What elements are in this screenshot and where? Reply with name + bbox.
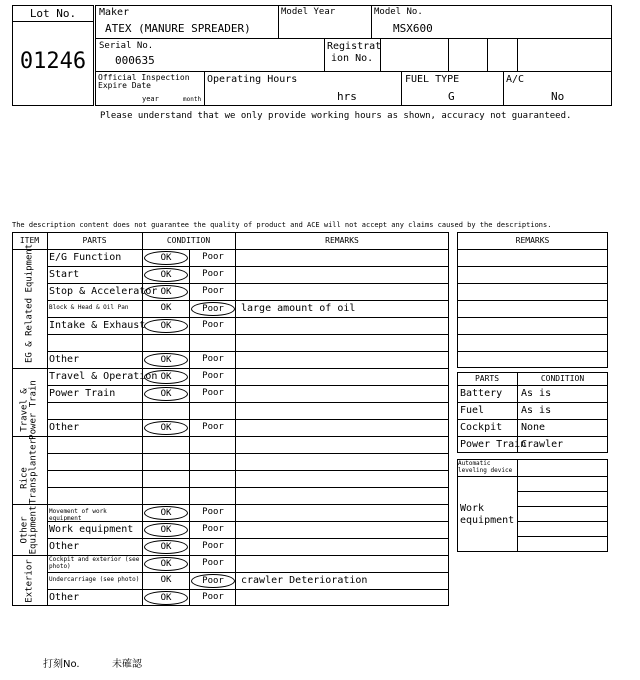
fuel-type-value: G [448, 90, 455, 103]
serial-value: 000635 [115, 54, 155, 67]
ok-selected-mark: OK [144, 591, 188, 605]
lot-no-value: 01246 [19, 49, 87, 74]
row-separator [47, 453, 449, 454]
right-parts-header: PARTS [474, 374, 500, 383]
poor-option: Poor [202, 507, 224, 517]
inspection-label-line1: Official Inspection [98, 73, 190, 82]
part-label: Power Train [49, 388, 116, 399]
hours-notice: Please understand that we only provide working hours as shown, accuracy not guaranteed. [100, 111, 572, 121]
poor-option: Poor [202, 558, 224, 568]
row-separator [47, 266, 449, 267]
row-separator [47, 334, 449, 335]
ok-selected-mark: OK [144, 370, 188, 384]
stamp-no-label: 打刻No. [43, 659, 80, 670]
group-label-rice: Rice Transplanter [19, 438, 39, 504]
operating-hours-label: Operating Hours [207, 74, 298, 85]
row-separator [47, 385, 449, 386]
model-no-value: MSX600 [393, 22, 433, 35]
poor-option: Poor [202, 388, 224, 398]
poor-option: Poor [202, 592, 224, 602]
ok-selected-mark: OK [144, 506, 188, 520]
row-separator [47, 521, 449, 522]
poor-option: Poor [202, 422, 224, 432]
poor-option: Poor [202, 371, 224, 381]
right-part-fuel: Fuel [460, 405, 485, 416]
remark-text: large amount of oil [241, 303, 356, 314]
part-label: Block & Head & Oil Pan [49, 304, 129, 311]
row-separator [47, 589, 449, 590]
part-label: Stop & Accelerator [49, 286, 158, 297]
work-equipment-label: Work equipment [460, 503, 515, 526]
part-label: Movement of work equipment [49, 508, 107, 522]
right-condition-cockpit: None [521, 422, 546, 433]
part-label: Other [49, 422, 80, 433]
serial-label: Serial No. [99, 41, 154, 51]
month-label: month [183, 96, 202, 103]
part-label: Cockpit and exterior (see photo) [49, 556, 140, 570]
right-condition-battery: As is [521, 388, 552, 399]
right-condition-power-train: Crawler [521, 439, 564, 450]
fuel-type-label: FUEL TYPE [405, 74, 460, 85]
ac-value: No [551, 90, 565, 103]
ok-selected-mark: OK [144, 421, 188, 435]
year-label: year [142, 95, 159, 103]
model-year-label: Model Year [281, 7, 336, 17]
right-part-power-train: Power Train [460, 439, 527, 450]
part-label: Other [49, 354, 80, 365]
ok-selected-mark: OK [144, 523, 188, 537]
group-label-exterior: Exterior [24, 559, 35, 603]
description-notice: The description content does not guarantee the quality of product and ACE will not accept any claims caused by the descriptions. [12, 221, 552, 229]
ok-option: OK [160, 303, 172, 313]
poor-selected-mark: Poor [191, 302, 235, 316]
ok-option: OK [160, 575, 172, 585]
hours-unit: hrs [337, 90, 357, 103]
ok-selected-mark: OK [144, 353, 188, 367]
row-separator [47, 487, 449, 488]
row-separator [47, 283, 449, 284]
stamp-no-value: 未確認 [112, 659, 142, 670]
item-header: ITEM [19, 236, 40, 245]
poor-option: Poor [202, 269, 224, 279]
row-separator [47, 351, 449, 352]
ac-label: A/C [506, 74, 525, 85]
right-part-cockpit: Cockpit [460, 422, 503, 433]
poor-option: Poor [202, 252, 224, 262]
poor-option: Poor [202, 286, 224, 296]
row-separator [47, 419, 449, 420]
poor-selected-mark: Poor [191, 574, 235, 588]
ok-selected-mark: OK [144, 557, 188, 571]
ok-selected-mark: OK [144, 285, 188, 299]
group-label-other-equipment: Other Equipment [19, 505, 39, 555]
right-part-battery: Battery [460, 388, 503, 399]
maker-value: ATEX (MANURE SPREADER) [105, 22, 251, 35]
poor-option: Poor [202, 541, 224, 551]
poor-option: Poor [202, 354, 224, 364]
row-separator [47, 402, 449, 403]
registration-label-line2: ion No. [331, 53, 374, 64]
row-separator [47, 300, 449, 301]
part-label: Other [49, 541, 80, 552]
right-condition-fuel: As is [521, 405, 552, 416]
part-label: Travel & Operation [49, 371, 158, 382]
ok-selected-mark: OK [144, 251, 188, 265]
row-separator [47, 538, 449, 539]
remarks-header: REMARKS [325, 236, 359, 245]
auto-leveling-label: Automatic leveling device [458, 460, 513, 474]
part-label: Intake & Exhaust [49, 320, 146, 331]
ok-selected-mark: OK [144, 540, 188, 554]
condition-header: CONDITION [166, 236, 211, 245]
row-separator [47, 317, 449, 318]
part-label: Undercarriage (see photo) [49, 576, 140, 583]
model-no-label: Model No. [374, 7, 423, 17]
row-separator [12, 436, 449, 437]
right-condition-header: CONDITION [540, 374, 585, 383]
row-separator [47, 470, 449, 471]
ok-selected-mark: OK [144, 268, 188, 282]
poor-option: Poor [202, 320, 224, 330]
row-separator [12, 504, 449, 505]
lot-no-label: Lot No. [29, 7, 77, 20]
row-separator [12, 368, 449, 369]
part-label: Work equipment [49, 524, 134, 535]
right-remarks-header: REMARKS [515, 236, 550, 245]
inspection-label-line2: Expire Date [98, 81, 151, 90]
registration-label-line1: Registrat [327, 41, 382, 52]
group-label-eg: EG & Related Equipment [24, 243, 35, 363]
part-label: Start [49, 269, 80, 280]
maker-label: Maker [99, 7, 130, 18]
ok-selected-mark: OK [144, 387, 188, 401]
part-label: E/G Function [49, 252, 122, 263]
parts-header: PARTS [82, 236, 107, 245]
ok-selected-mark: OK [144, 319, 188, 333]
group-label-travel: Travel & Power Train [19, 380, 39, 440]
remark-text: crawler Deterioration [241, 575, 368, 586]
row-separator [47, 572, 449, 573]
part-label: Other [49, 592, 80, 603]
poor-option: Poor [202, 524, 224, 534]
